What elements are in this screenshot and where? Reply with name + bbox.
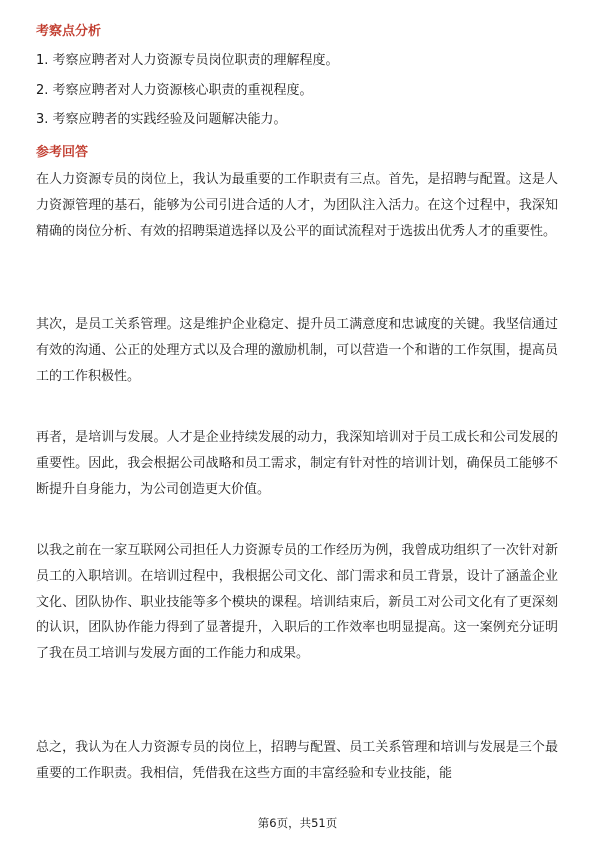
analysis-point: 2. 考察应聘者对人力资源核心职责的重视程度。 (36, 83, 313, 98)
answer-paragraph: 以我之前在一家互联网公司担任人力资源专员的工作经历为例，我曾成功组织了一次针对新员工的入职培训。在培训过程中，我根据公司文化、部门需求和员工背景，设计了涵盖企业文化、团队协作、职业技能等多个模块的课程。培训结束后，新员工对公司文化有了更深刻的认识，团队协作能力得到了显著提升，入职后的工作效率也明显提高。这一案例充分证明了我在员工培训与发展方面的工作能力和成果。 (36, 543, 558, 662)
answer-paragraph: 其次，是员工关系管理。这是维护企业稳定、提升员工满意度和忠诚度的关键。我坚信通过有效的沟通、公正的处理方式以及合理的激励机制，可以营造一个和谐的工作氛围，提高员工的工作积极性。 (36, 317, 558, 384)
answer-paragraph: 总之，我认为在人力资源专员的岗位上，招聘与配置、员工关系管理和培训与发展是三个最重要的工作职责。我相信，凭借我在这些方面的丰富经验和专业技能，能 (36, 740, 558, 781)
page-number: 第6页，共51页 (257, 816, 338, 830)
analysis-point: 1. 考察应聘者对人力资源专员岗位职责的理解程度。 (36, 53, 339, 68)
analysis-point: 3. 考察应聘者的实践经验及问题解决能力。 (36, 112, 287, 127)
answer-heading: 参考回答 (36, 145, 89, 160)
answer-paragraph: 在人力资源专员的岗位上，我认为最重要的工作职责有三点。首先，是招聘与配置。这是人力资源管理的基石，能够为公司引进合适的人才，为团队注入活力。在这个过程中，我深知精确的岗位分析、有效的招聘渠道选择以及公平的面试流程对于选拔出优秀人才的重要性。 (36, 172, 558, 239)
answer-paragraph: 再者，是培训与发展。人才是企业持续发展的动力，我深知培训对于员工成长和公司发展的重要性。因此，我会根据公司战略和员工需求，制定有针对性的培训计划，确保员工能够不断提升自身能力，为公司创造更大价值。 (36, 430, 558, 497)
analysis-heading: 考察点分析 (36, 24, 102, 39)
